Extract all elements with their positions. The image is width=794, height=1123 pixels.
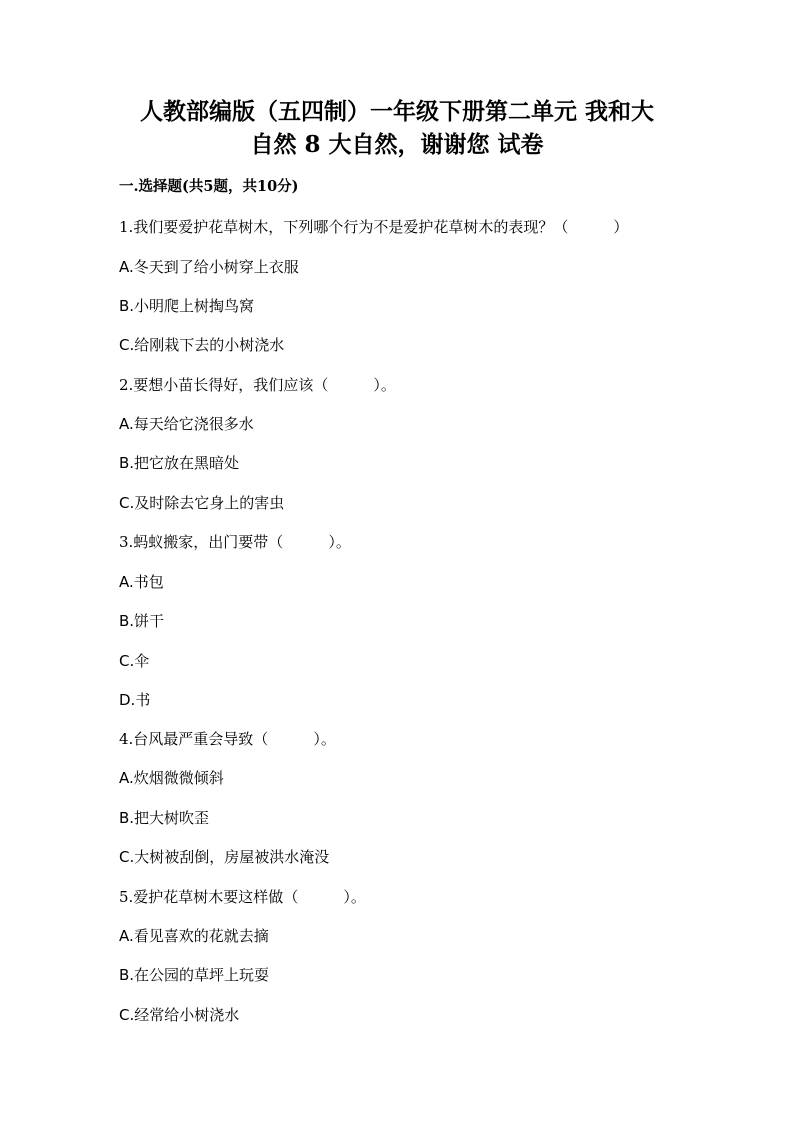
section-heading: 一.选择题(共5题，共10分)	[119, 178, 299, 195]
question-1-option-c: C.给刚栽下去的小树浇水	[119, 336, 285, 354]
question-1-option-b: B.小明爬上树掏鸟窝	[119, 297, 255, 315]
question-1-option-a: A.冬天到了给小树穿上衣服	[119, 258, 299, 276]
question-4-option-a: A.炊烟微微倾斜	[119, 769, 224, 787]
exam-title-line-1: 人教部编版（五四制）一年级下册第二单元 我和大	[139, 98, 654, 125]
question-5-option-a: A.看见喜欢的花就去摘	[119, 927, 269, 945]
question-4-stem: 4.台风最严重会导致（ ）。	[119, 730, 336, 748]
exam-title-line-2: 自然 8 大自然，谢谢您 试卷	[250, 131, 544, 158]
question-3-stem: 3.蚂蚁搬家，出门要带（ ）。	[119, 533, 351, 551]
question-3-option-d: D.书	[119, 691, 151, 709]
question-4-option-c: C.大树被刮倒，房屋被洪水淹没	[119, 848, 330, 866]
question-3-option-a: A.书包	[119, 573, 164, 591]
question-4-option-b: B.把大树吹歪	[119, 809, 210, 827]
question-2-option-c: C.及时除去它身上的害虫	[119, 494, 285, 512]
question-2-option-a: A.每天给它浇很多水	[119, 415, 254, 433]
question-3-option-c: C.伞	[119, 652, 150, 670]
question-2-stem: 2.要想小苗长得好，我们应该（ ）。	[119, 376, 396, 394]
question-5-option-b: B.在公园的草坪上玩耍	[119, 966, 270, 984]
question-1-stem: 1.我们要爱护花草树木，下列哪个行为不是爱护花草树木的表现？（ ）	[119, 218, 629, 236]
question-2-option-b: B.把它放在黑暗处	[119, 454, 240, 472]
question-5-option-c: C.经常给小树浇水	[119, 1006, 240, 1024]
question-5-stem: 5.爱护花草树木要这样做（ ）。	[119, 888, 366, 906]
question-3-option-b: B.饼干	[119, 612, 165, 630]
